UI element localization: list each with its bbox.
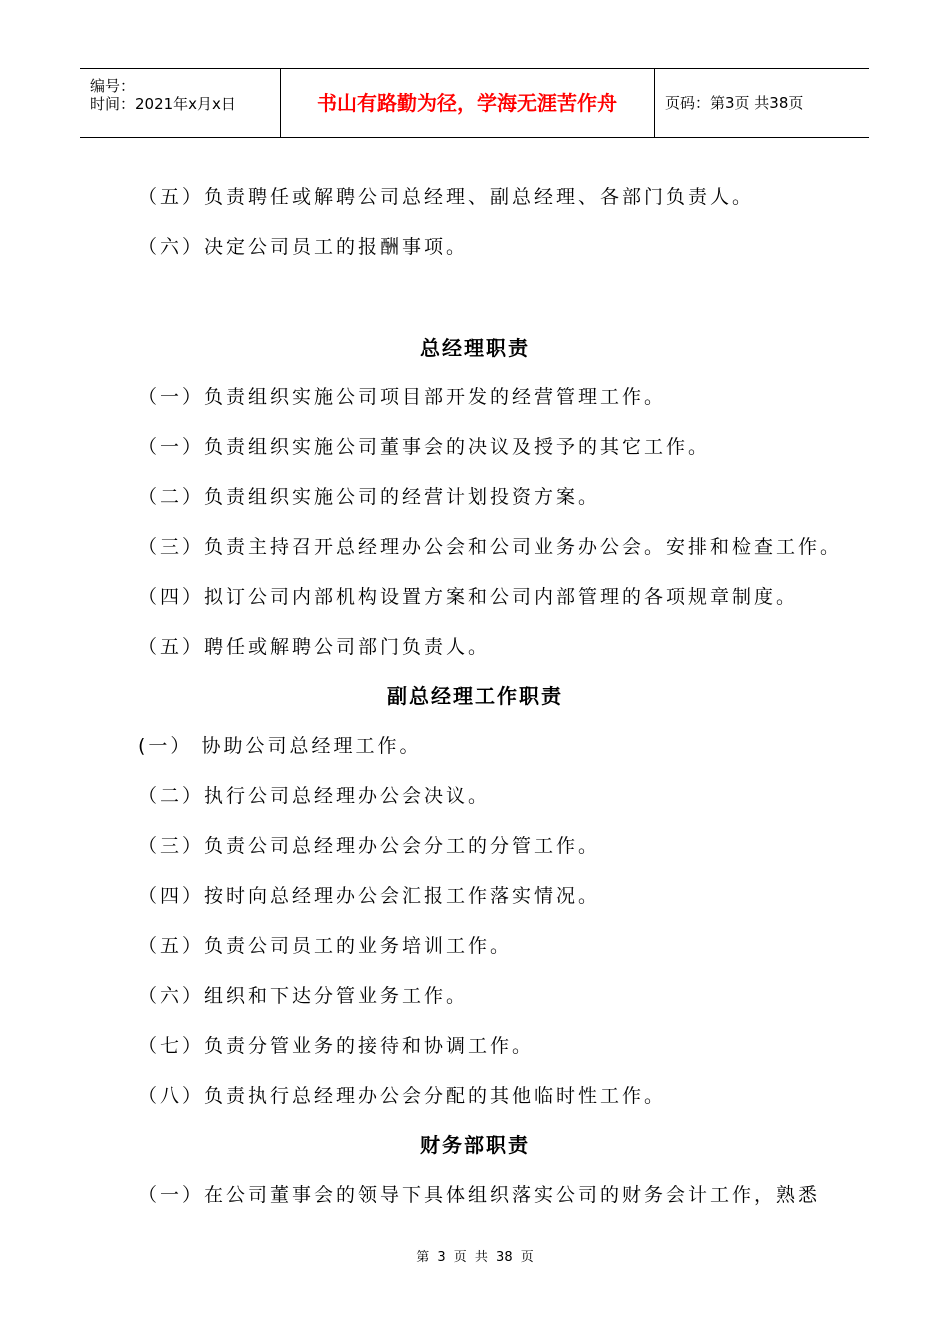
list-item: （三）负责主持召开总经理办公会和公司业务办公会。安排和检查工作。 xyxy=(138,536,843,558)
list-item: （一）在公司董事会的领导下具体组织落实公司的财务会计工作，熟悉 xyxy=(138,1184,821,1206)
list-item: （二）负责组织实施公司的经营计划投资方案。 xyxy=(138,486,601,508)
header-page-info: 页码：第3页 共38页 xyxy=(665,94,804,112)
list-item: （六）组织和下达分管业务工作。 xyxy=(138,985,469,1007)
intro-item: （六）决定公司员工的报酬事项。 xyxy=(138,236,469,258)
list-item: （四）拟订公司内部机构设置方案和公司内部管理的各项规章制度。 xyxy=(138,586,799,608)
number-label: 编号： xyxy=(90,77,136,95)
list-item: (一） 协助公司总经理工作。 xyxy=(138,735,422,757)
list-item: （八）负责执行总经理办公会分配的其他临时性工作。 xyxy=(138,1085,667,1107)
section-title: 副总经理工作职责 xyxy=(387,684,563,708)
list-item: （五）聘任或解聘公司部门负责人。 xyxy=(138,636,491,658)
date-label: 时间：2021年x月x日 xyxy=(90,95,236,113)
header-motto: 书山有路勤为径，学海无涯苦作舟 xyxy=(317,91,617,115)
section-title: 财务部职责 xyxy=(420,1133,530,1157)
list-item: （五）负责公司员工的业务培训工作。 xyxy=(138,935,513,957)
list-item: （二）执行公司总经理办公会决议。 xyxy=(138,785,491,807)
list-item: （七）负责分管业务的接待和协调工作。 xyxy=(138,1035,535,1057)
list-item: （一）负责组织实施公司董事会的决议及授予的其它工作。 xyxy=(138,436,711,458)
list-item: （一）负责组织实施公司项目部开发的经营管理工作。 xyxy=(138,386,667,408)
list-item: （四）按时向总经理办公会汇报工作落实情况。 xyxy=(138,885,601,907)
intro-item: （五）负责聘任或解聘公司总经理、副总经理、各部门负责人。 xyxy=(138,186,755,208)
list-item: （三）负责公司总经理办公会分工的分管工作。 xyxy=(138,835,601,857)
page-footer: 第 3 页 共 38 页 xyxy=(416,1250,534,1265)
page-header xyxy=(80,68,869,138)
header-meta xyxy=(80,69,280,137)
section-title: 总经理职责 xyxy=(420,336,530,360)
